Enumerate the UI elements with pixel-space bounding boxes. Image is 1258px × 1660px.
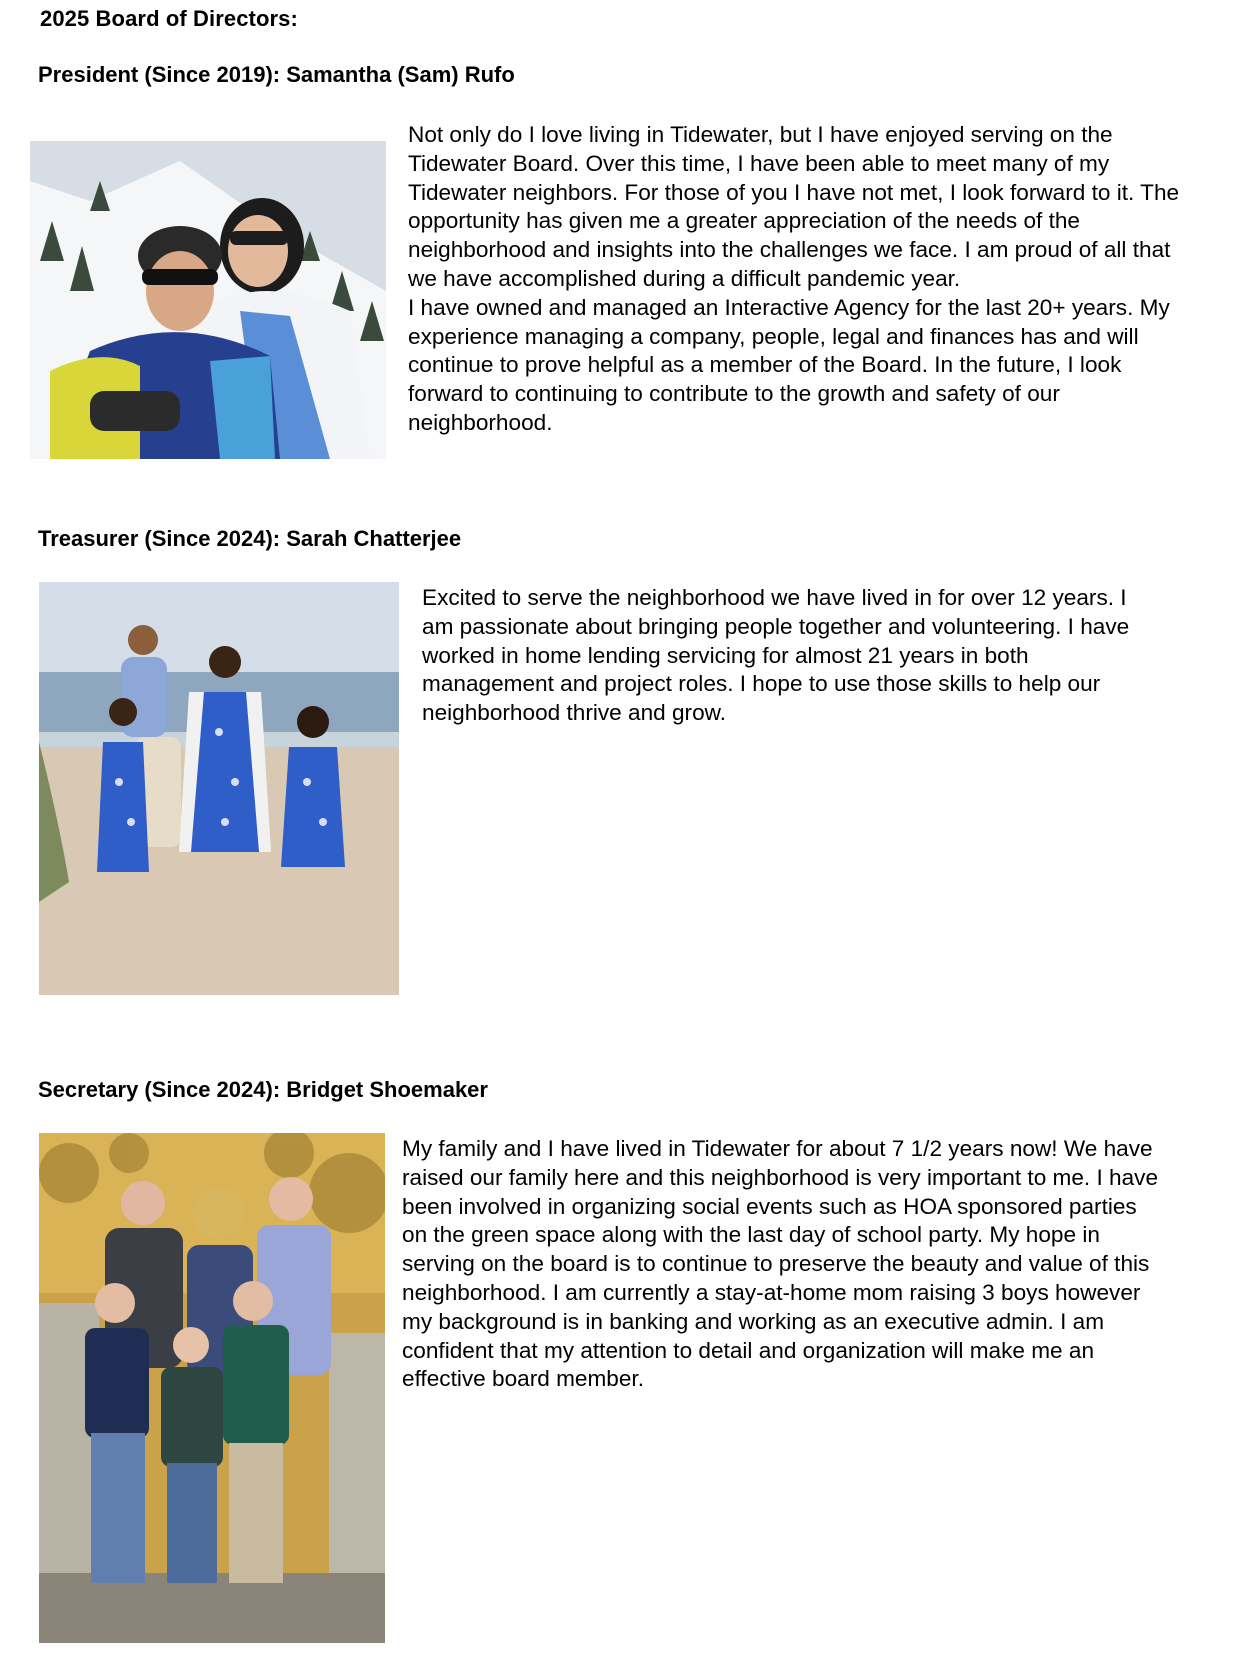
- secretary-bio-paragraph: My family and I have lived in Tidewater for about 7 1/2 years now! We have raised our family here and this neighborhood is very important to me. I have been involved in organizing social events such as HOA sponsored parties on the green space along with the last day of school party. My hope in serving on the board is to continue to preserve the beauty and value of this neighborhood. I am currently a stay-at-home mom raising 3 boys however my background is in banking and working as an executive admin. I am confident that my attention to detail and organization will make me an effective board member.: [402, 1136, 1159, 1392]
- president-bio-paragraph: Not only do I love living in Tidewater, but I have enjoyed serving on the Tidewater Board. Over this time, I have been able to meet many of my Tidewater neighbors. For those of you I have not met, I look forward to it. The opportunity has given me a greater appreciation of the needs of the neighborhood and insights into the challenges we face. I am proud of all that we have accomplished during a difficult pandemic year.: [408, 122, 1180, 291]
- secretary-photo: [39, 1133, 385, 1643]
- treasurer-photo: [39, 582, 399, 995]
- president-bio-paragraph: I have owned and managed an Interactive Agency for the last 20+ years. My experience managing a company, people, legal and finances has and will continue to prove helpful as a member of the Board. In the future, I look forward to continuing to contribute to the growth and safety of our neighborhood.: [408, 294, 1170, 435]
- secretary-heading: Secretary (Since 2024): Bridget Shoemaker: [38, 1077, 488, 1102]
- president-heading: President (Since 2019): Samantha (Sam) Rufo: [38, 62, 515, 87]
- president-bio: [408, 121, 1188, 438]
- document-title: 2025 Board of Directors:: [40, 6, 298, 31]
- photo-icon: [30, 141, 386, 459]
- treasurer-heading: Treasurer (Since 2024): Sarah Chatterjee: [38, 526, 462, 551]
- treasurer-bio: [422, 584, 1162, 728]
- president-photo: [30, 141, 386, 459]
- photo-icon: [39, 582, 399, 995]
- secretary-bio: [402, 1135, 1162, 1394]
- photo-icon: [39, 1133, 385, 1643]
- treasurer-bio-paragraph: Excited to serve the neighborhood we have lived in for over 12 years. I am passionate about bringing people together and volunteering. I have worked in home lending servicing for almost 21 years in both management and project roles. I hope to use those skills to help our neighborhood thrive and grow.: [422, 585, 1130, 726]
